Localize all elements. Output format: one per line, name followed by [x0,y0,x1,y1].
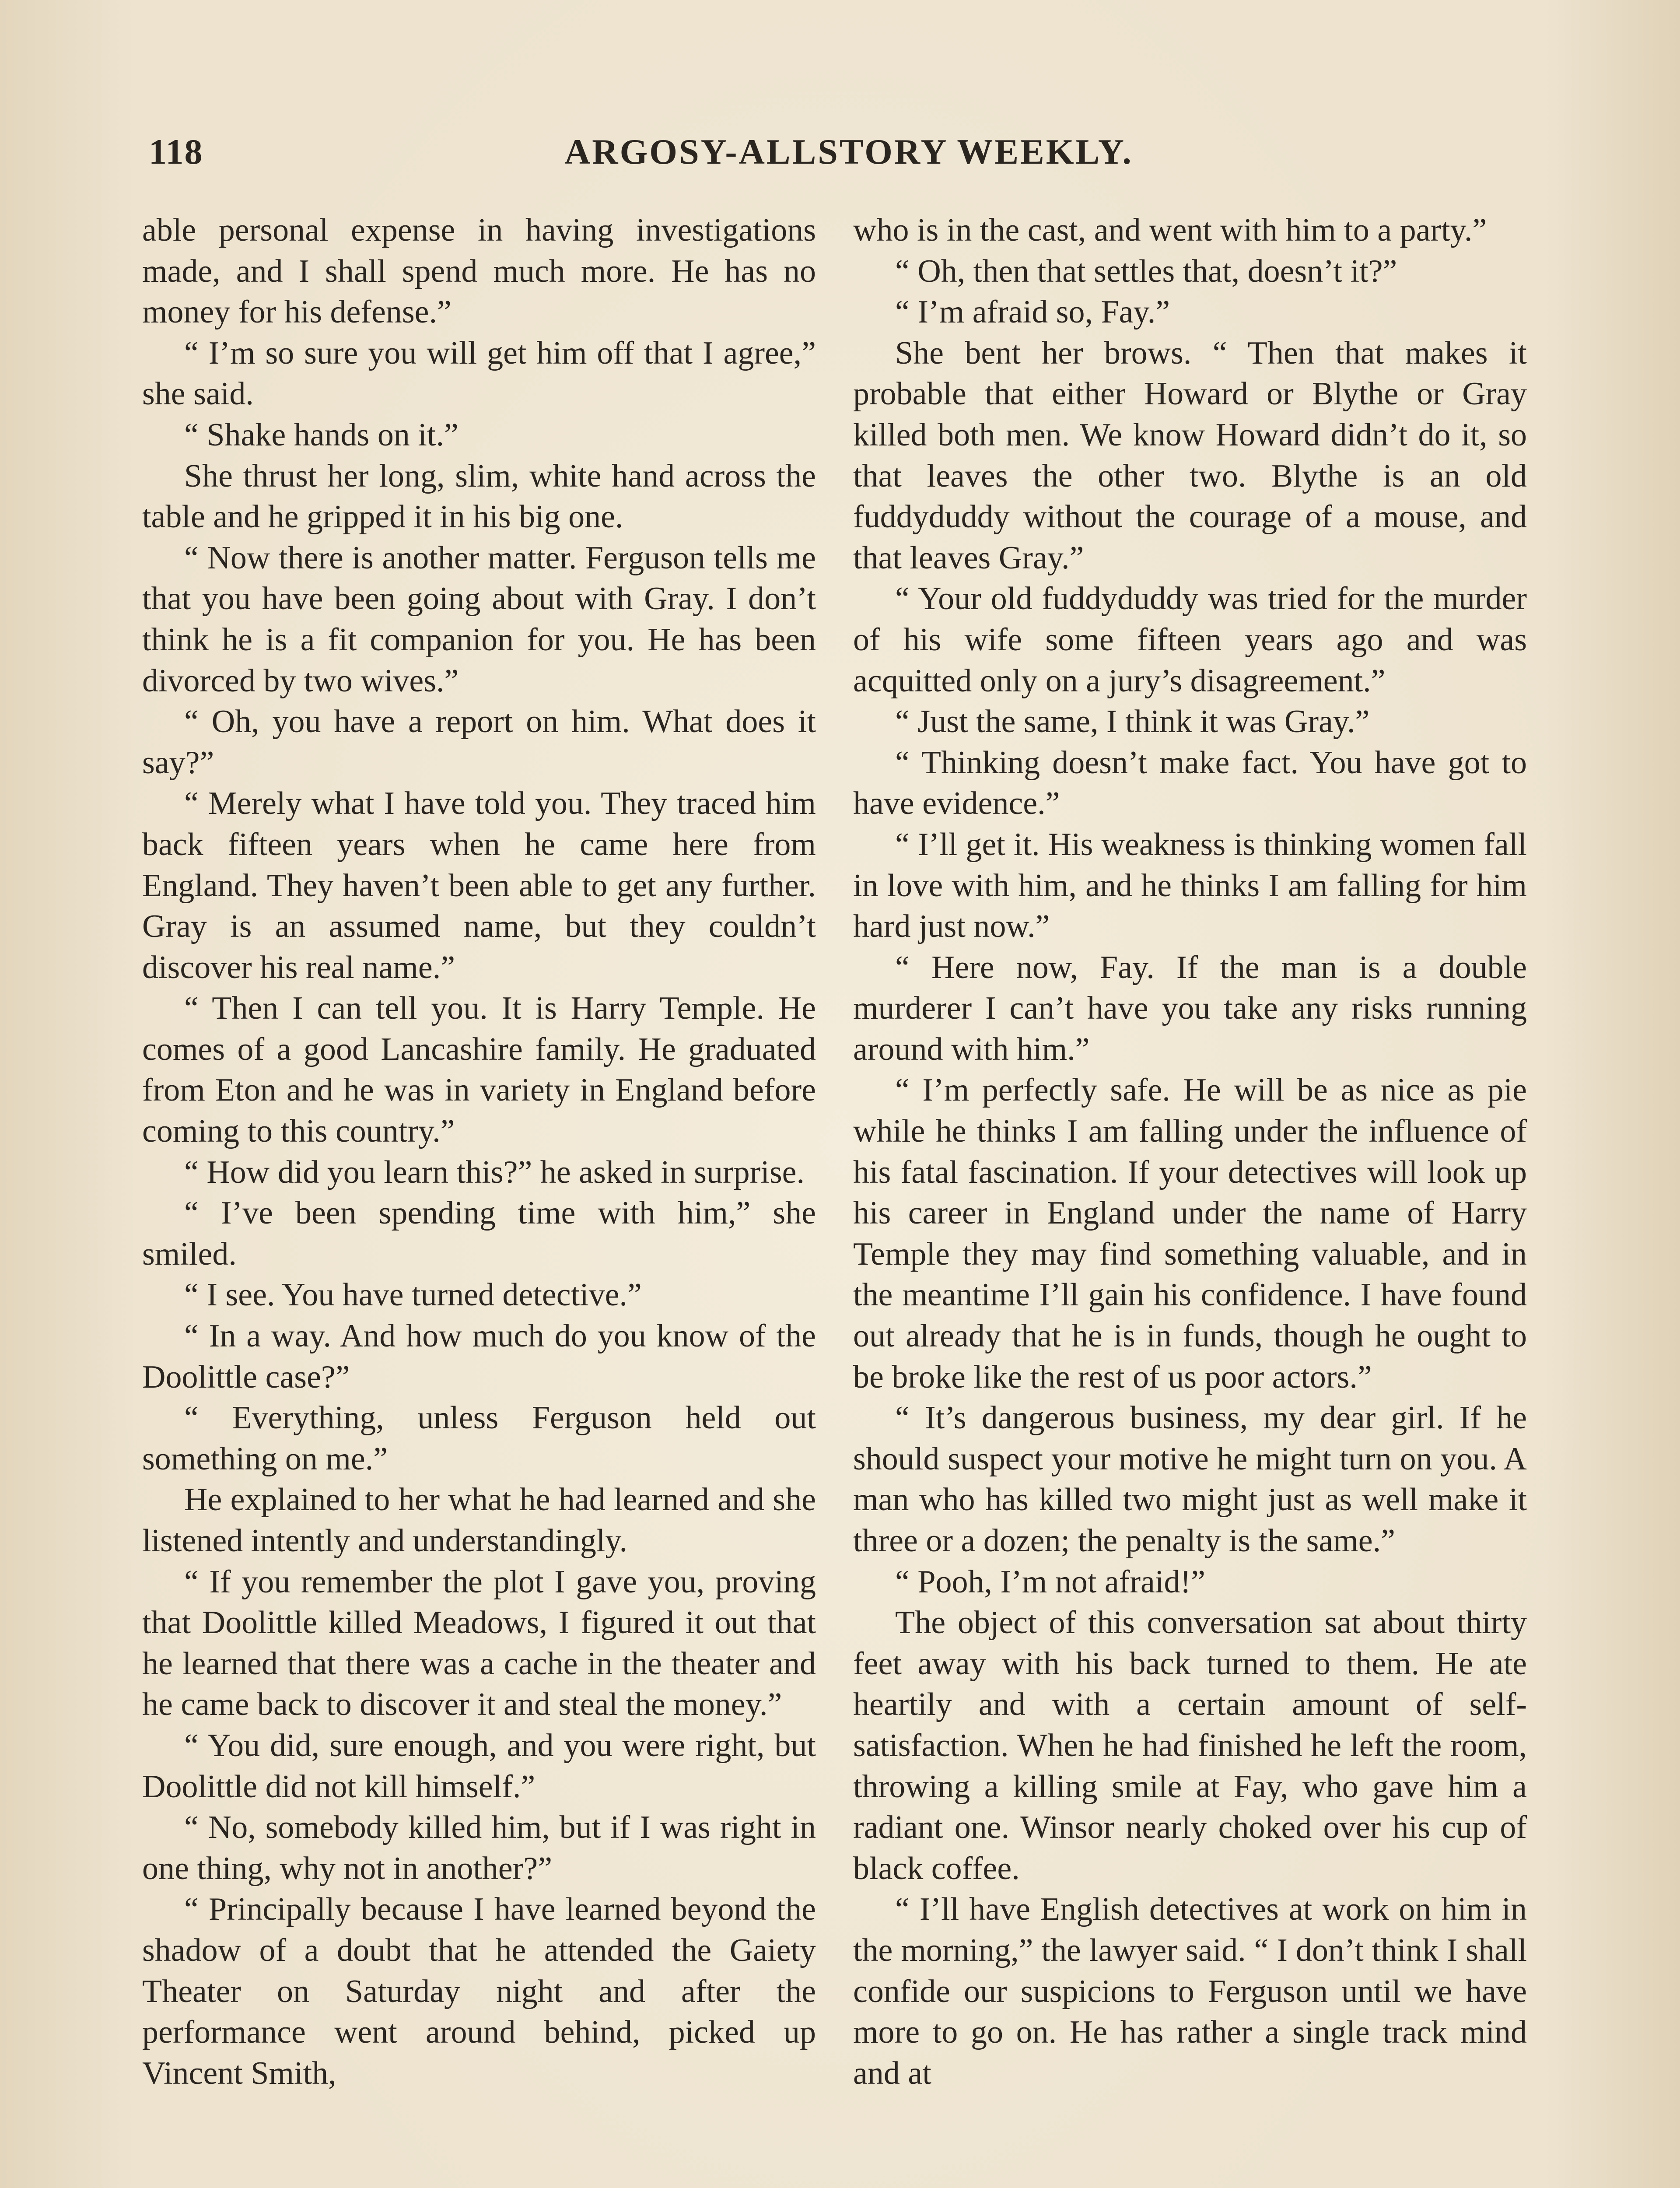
left-column [142,210,816,2094]
paragraph: “ Pooh, I’m not afraid!” [895,1564,1205,1600]
paragraph: who is in the cast, and went with him to a party.” [853,212,1487,248]
paragraph: “ I’m so sure you will get him off that I agree,” she said. [142,335,816,412]
paragraph: “ I’m afraid so, Fay.” [895,294,1170,330]
paragraph: “ If you remember the plot I gave you, proving that Doolittle killed Meadows, I figured it out that he learned that there was a cache in the theater and he came back to discover it and steal the money.” [142,1564,816,1723]
paragraph: “ Everything, unless Ferguson held out something on me.” [142,1400,816,1477]
paragraph: “ Here now, Fay. If the man is a double murderer I can’t have you take any risks running around with him.” [853,949,1527,1067]
page-number: 118 [149,132,203,172]
paragraph: “ No, somebody killed him, but if I was right in one thing, why not in another?” [142,1809,816,1886]
paragraph: “ It’s dangerous business, my dear girl. If he should suspect your motive he might turn on you. A man who has killed two might just as well make it three or a dozen; the penalty is the same.” [853,1400,1527,1559]
paragraph: “ In a way. And how much do you know of the Doolittle case?” [142,1318,816,1395]
paragraph: The object of this conversation sat about thirty feet away with his back turned to them. He ate heartily and with a certain amount of self-satisfaction. When he had finished he left the room, throwing a killing smile at Fay, who gave him a radiant one. Winsor nearly choked over his cup of black coffee. [853,1605,1527,1886]
paragraph: “ Oh, you have a report on him. What does it say?” [142,704,816,781]
paragraph: “ I’ve been spending time with him,” she smiled. [142,1195,816,1272]
paragraph: “ I see. You have turned detective.” [184,1277,642,1313]
running-head: ARGOSY-ALLSTORY WEEKLY. [564,132,1133,172]
paragraph: She thrust her long, slim, white hand across the table and he gripped it in his big one. [142,458,816,535]
paragraph: “ Just the same, I think it was Gray.” [895,704,1370,740]
paragraph: “ Merely what I have told you. They traced him back fifteen years when he came here from England. They haven’t been able to get any further. Gray is an assumed name, but they couldn’t discover his real name.” [142,785,816,985]
paragraph: “ Oh, then that settles that, doesn’t it?” [895,253,1397,289]
page-header [0,131,1680,184]
paragraph: “ Thinking doesn’t make fact. You have got to have evidence.” [853,744,1527,822]
paragraph: “ Now there is another matter. Ferguson tells me that you have been going about with Gray. I don’t think he is a fit companion for you. He has been divorced by two wives.” [142,540,816,699]
paragraph: “ I’m perfectly safe. He will be as nice as pie while he thinks I am falling under the influence of his fatal fascination. If your detectives will look up his career in England under the name of Harry Temple they may find something valuable, and in the meantime I’ll gain his confidence. I have found out already that he is in funds, though he ought to be broke like the rest of us poor actors.” [853,1072,1527,1395]
paragraph: able personal expense in having investigations made, and I shall spend much more. He has no money for his defense.” [142,212,816,330]
paragraph: “ You did, sure enough, and you were right, but Doolittle did not kill himself.” [142,1727,816,1805]
paragraph: “ Then I can tell you. It is Harry Temple. He comes of a good Lancashire family. He graduated from Eton and he was in variety in England before coming to this country.” [142,990,816,1150]
paragraph: “ How did you learn this?” he asked in surprise. [184,1154,805,1190]
paragraph: “ Your old fuddyduddy was tried for the murder of his wife some fifteen years ago and was acquitted only on a jury’s disagreement.” [853,581,1527,699]
paragraph: “ Principally because I have learned beyond the shadow of a doubt that he attended the Gaiety Theater on Saturday night and after the performance went around behind, picked up Vincent Smith, [142,1891,816,2091]
right-column [853,210,1527,2094]
paragraph: She bent her brows. “ Then that makes it probable that either Howard or Blythe or Gray killed both men. We know Howard didn’t do it, so that leaves the other two. Blythe is an old fuddyduddy without the courage of a mouse, and that leaves Gray.” [853,335,1527,576]
paragraph: He explained to her what he had learned and she listened intently and understandingly. [142,1482,816,1559]
paragraph: “ I’ll get it. His weakness is thinking women fall in love with him, and he thinks I am falling for him hard just now.” [853,826,1527,945]
paragraph: “ I’ll have English detectives at work on him in the morning,” the lawyer said. “ I don’t think I shall confide our suspicions to Ferguson until we have more to go on. He has rather a single track mind and at [853,1891,1527,2091]
paragraph: “ Shake hands on it.” [184,417,458,453]
